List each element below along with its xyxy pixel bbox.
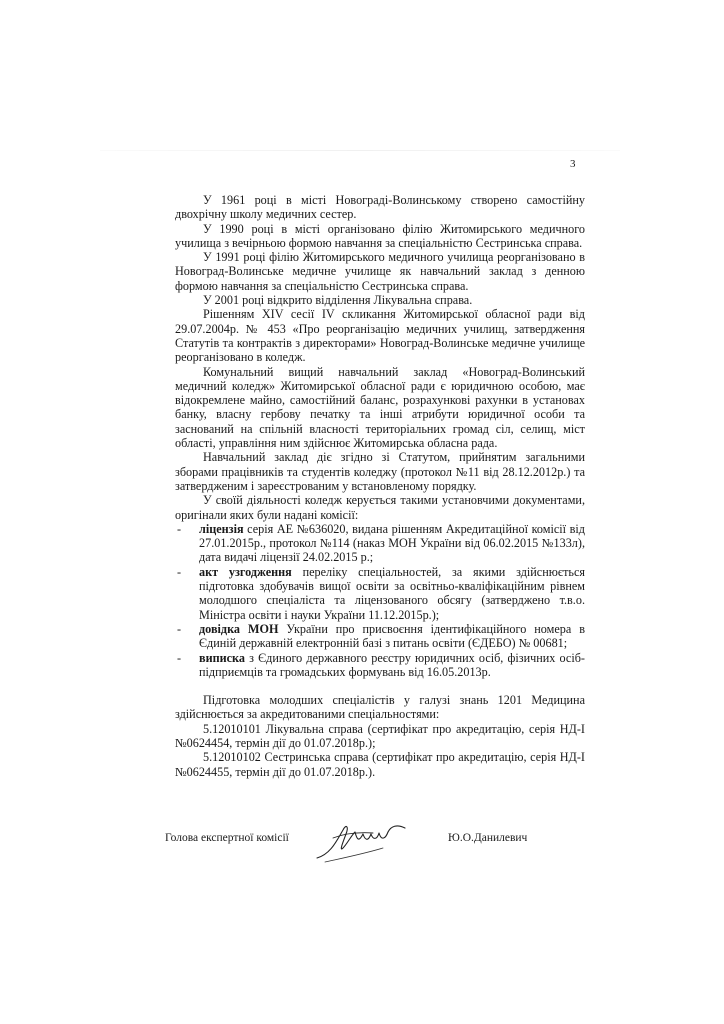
paragraph-founding-docs: У своїй діяльності коледж керується такими установчими документами, оригінали яких були надані комісії: <box>175 493 585 522</box>
paragraph-decision: Рішенням XIV сесії IV скликання Житомирської обласної ради від 29.07.2004р. № 453 «Про реорганізацію медичних училищ, затвердження Статутів та контрактів з директорами» Новоград-Волинське медичне училище реорганізовано в коледж. <box>175 307 585 365</box>
page-number: 3 <box>570 158 576 170</box>
document-body <box>175 193 585 779</box>
doc-title: ліцензія <box>199 521 244 536</box>
paragraph-statute: Навчальний заклад діє згідно зі Статутом, прийнятим загальними зборами працівників та студентів коледжу (протокол №11 від 28.12.2012р.) та затвердженим і зареєстрованим у встановленому порядку. <box>175 450 585 493</box>
doc-title: виписка <box>199 650 245 665</box>
doc-text: переліку спеціальностей, за якими здійснюється підготовка здобувачів вищої освіти за освітньо-кваліфікаційним рівнем молодшого спеціаліста та ліцензованого обсягу (затверджено т.в.о. Міністра освіти і науки України 11.12.2015р.); <box>199 564 585 622</box>
doc-title: довідка МОН <box>199 621 279 636</box>
signer-name: Ю.О.Данилевич <box>448 832 528 844</box>
paragraph-accreditation-2: 5.12010102 Сестринська справа (сертифікат про акредитацію, серія НД-І №0624455, термін дії до 01.07.2018р.). <box>175 750 585 779</box>
bullet-dash: - <box>177 521 182 536</box>
founding-documents-list <box>175 522 585 679</box>
doc-text: серія АЕ №636020, видана рішенням Акредитаційної комісії від 27.01.2015р., протокол №114 (наказ МОН України від 06.02.2015 №133л), дата видачі ліцензії 24.02.2015 р.; <box>199 521 585 565</box>
bullet-dash: - <box>177 564 182 579</box>
list-item-extract <box>175 651 585 680</box>
scan-artifact-line <box>100 150 620 151</box>
list-item-license <box>175 522 585 565</box>
paragraph-1961: У 1961 році в місті Новограді-Волинському створено самостійну двохрічну школу медичних сестер. <box>175 193 585 222</box>
signer-role: Голова експертної комісії <box>165 832 289 844</box>
doc-text: з Єдиного державного реєстру юридичних осіб, фізичних осіб-підприємців та громадських формувань від 16.05.2013р. <box>199 650 585 679</box>
paragraph-legal-status: Комунальний вищий навчальний заклад «Новоград-Волинський медичний коледж» Житомирської обласної ради є юридичною особою, має відокремлене майно, самостійний баланс, розрахункові рахунки в установах банку, власну гербову печатку та інші атрибути юридичної особи та заснований на спільній власності територіальних громад сіл, селищ, міст області, управління ним здійснює Житомирська обласна рада. <box>175 364 585 451</box>
paragraph-accreditation-1: 5.12010101 Лікувальна справа (сертифікат про акредитацію, серія НД-І №0624454, термін дії до 01.07.2018р.); <box>175 721 585 750</box>
signature-block <box>165 828 585 868</box>
doc-title: акт узгодження <box>199 564 292 579</box>
paragraph-1991: У 1991 році філію Житомирського медичного училища реорганізовано в Новоград-Волинське медичне училище як навчальний заклад з денною формою навчання за спеціальністю Сестринська справа. <box>175 250 585 293</box>
paragraph-accreditation-intro: Підготовка молодших спеціалістів у галузі знань 1201 Медицина здійснюється за акредитованими спеціальностями: <box>175 693 585 722</box>
handwritten-signature <box>313 818 413 864</box>
bullet-dash: - <box>177 650 182 665</box>
bullet-dash: - <box>177 621 182 636</box>
list-item-certificate <box>175 622 585 651</box>
paragraph-1990: У 1990 році в місті організовано філію Житомирського медичного училища з вечірньою формою навчання за спеціальністю Сестринська справа. <box>175 221 585 250</box>
paragraph-2001: У 2001 році відкрито відділення Лікувальна справа. <box>203 293 473 308</box>
list-item-agreement <box>175 565 585 622</box>
doc-text: України про присвоєння ідентифікаційного номера в Єдиній державній електронній базі з питань освіти (ЄДЕБО) № 00681; <box>199 621 585 651</box>
